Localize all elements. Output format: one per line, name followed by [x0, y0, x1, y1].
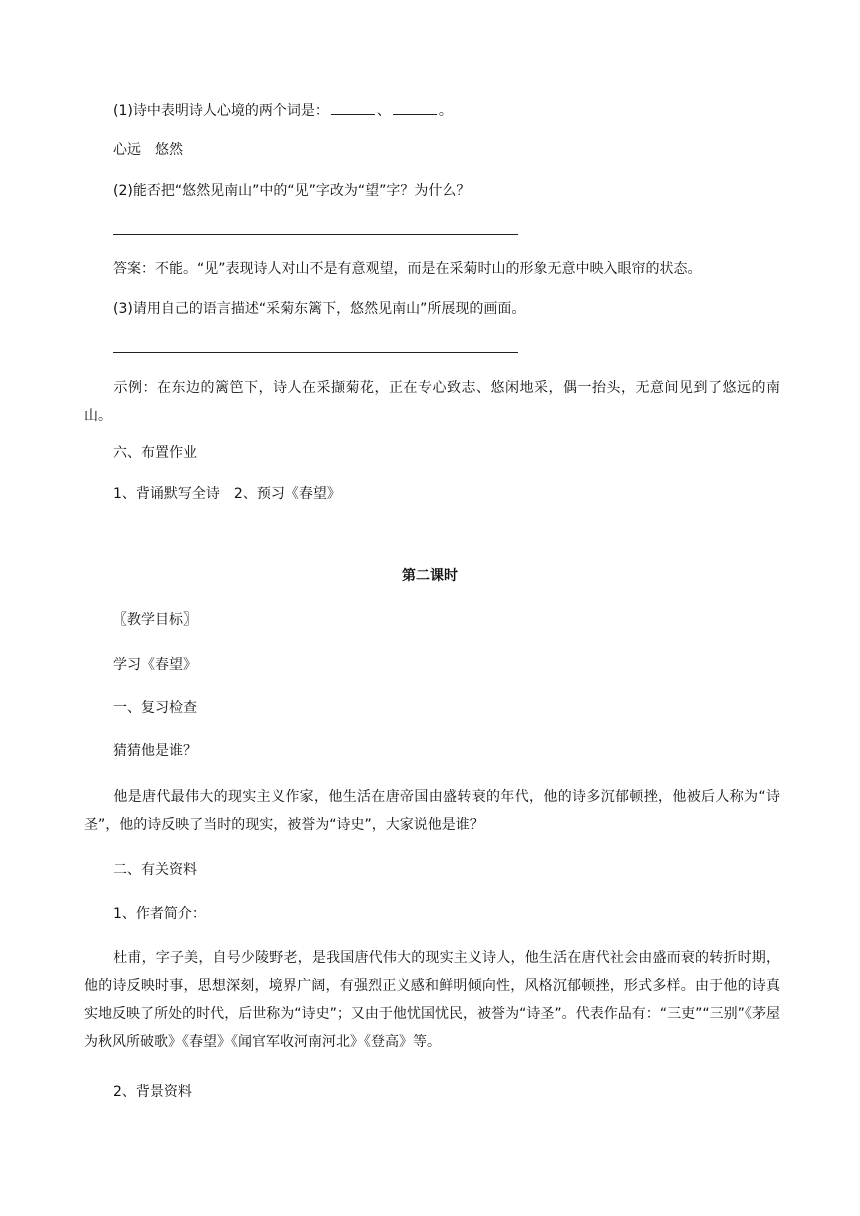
guess-paragraph-text: 他是唐代最伟大的现实主义作家，他生活在唐帝国由盛转衰的年代，他的诗多沉郁顿挫，他被后人称为“诗圣”，他的诗反映了当时的现实，被誉为“诗史”，大家说他是谁？	[84, 789, 780, 833]
answer-blank-1[interactable]	[331, 102, 375, 115]
question-2: (2)能否把“悠然见南山”中的“见”字改为“望”字？为什么？	[113, 183, 471, 199]
question-3: (3)请用自己的语言描述“采菊东篱下，悠然见南山”所展现的画面。	[113, 301, 526, 317]
teaching-goal: 学习《春望》	[113, 657, 197, 673]
review-heading: 一、复习检查	[113, 700, 197, 716]
background-heading: 2、背景资料	[113, 1084, 192, 1100]
teaching-goal-heading: 〖教学目标〗	[113, 612, 197, 628]
lesson-2-title: 第二课时	[402, 568, 458, 584]
answer-line-3[interactable]	[113, 352, 518, 353]
author-intro-heading: 1、作者简介：	[113, 906, 206, 922]
materials-heading: 二、有关资料	[113, 862, 197, 878]
answer-1: 心远 悠然	[113, 142, 183, 158]
homework-items: 1、背诵默写全诗 2、预习《春望》	[113, 486, 341, 502]
author-intro-paragraph	[84, 944, 780, 1056]
answer-3-text: 示例：在东边的篱笆下，诗人在采撷菊花，正在专心致志、悠闲地采，偶一抬头，无意间见到了悠远的南山。	[84, 380, 780, 424]
answer-line-2[interactable]	[113, 234, 518, 235]
guess-prompt: 猜猜他是谁？	[113, 743, 197, 759]
section-homework-heading: 六、布置作业	[113, 445, 197, 461]
question-1-text: (1)诗中表明诗人心境的两个词是：	[113, 103, 329, 119]
question-1	[113, 101, 453, 121]
answer-blank-2[interactable]	[393, 102, 437, 115]
guess-paragraph	[84, 783, 780, 839]
period: 。	[438, 103, 453, 119]
author-intro-text: 杜甫，字子美，自号少陵野老，是我国唐代伟大的现实主义诗人，他生活在唐代社会由盛而衰的转折时期，他的诗反映时事，思想深刻，境界广阔，有强烈正义感和鲜明倾向性，风格沉郁顿挫，形式多样。由于他的诗真实地反映了所处的时代，后世称为“诗史”；又由于他忧国忧民，被誉为“诗圣”。代表作品有：“三吏”“三别”《茅屋为秋风所破歌》《春望》《闻官军收河南河北》《登高》等。	[84, 950, 780, 1050]
separator: 、	[376, 103, 391, 119]
answer-3	[84, 374, 780, 430]
answer-2: 答案：不能。“见”表现诗人对山不是有意观望，而是在采菊时山的形象无意中映入眼帘的状态。	[113, 261, 702, 277]
